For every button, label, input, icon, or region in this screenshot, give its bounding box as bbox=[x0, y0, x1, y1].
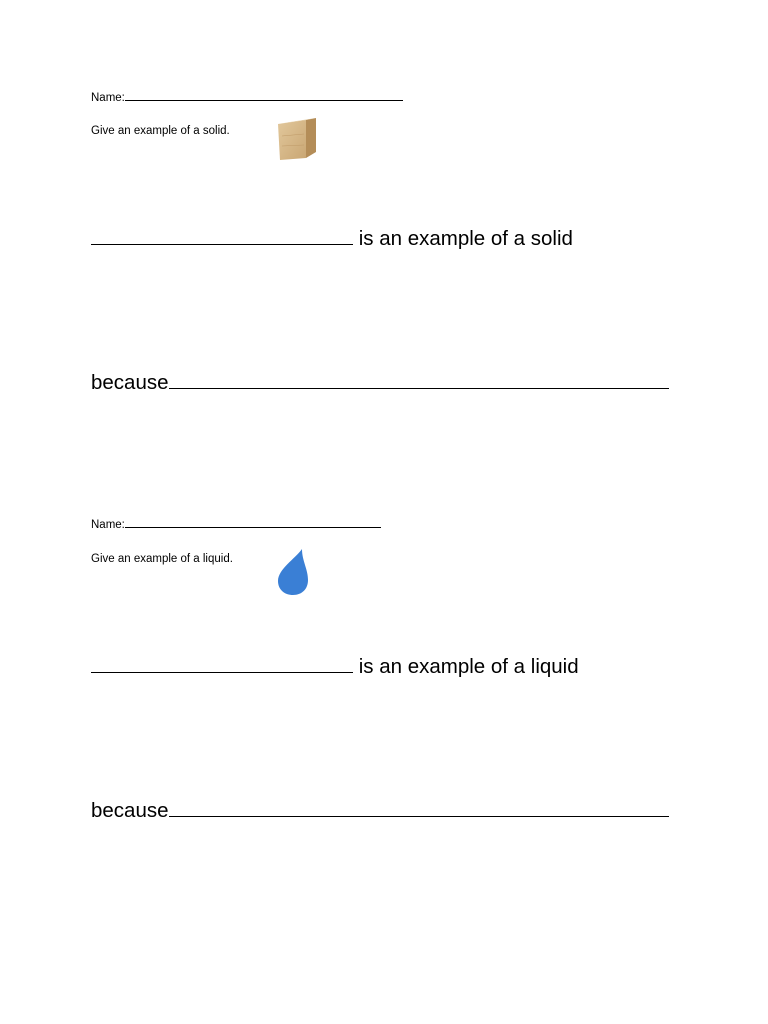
liquid-sentence-text: is an example of a liquid bbox=[353, 655, 579, 678]
liquid-name-label: Name: bbox=[91, 519, 125, 531]
solid-sentence-text: is an example of a solid bbox=[353, 227, 573, 250]
liquid-name-line bbox=[91, 519, 381, 531]
solid-name-line bbox=[91, 92, 403, 104]
solid-name-label: Name: bbox=[91, 92, 125, 104]
solid-example-blank[interactable] bbox=[91, 243, 353, 245]
liquid-because-line bbox=[91, 799, 669, 823]
solid-because-line bbox=[91, 371, 669, 395]
liquid-because-blank[interactable] bbox=[169, 815, 669, 817]
liquid-because-label: because bbox=[91, 799, 169, 822]
liquid-prompt: Give an example of a liquid. bbox=[91, 553, 233, 565]
liquid-sentence bbox=[91, 655, 579, 679]
solid-name-blank[interactable] bbox=[125, 99, 403, 101]
solid-sentence bbox=[91, 227, 573, 251]
solid-because-label: because bbox=[91, 371, 169, 394]
liquid-name-blank[interactable] bbox=[125, 526, 381, 528]
solid-because-blank[interactable] bbox=[169, 387, 669, 389]
solid-prompt: Give an example of a solid. bbox=[91, 125, 230, 137]
liquid-example-blank[interactable] bbox=[91, 671, 353, 673]
wooden-cube-icon bbox=[276, 116, 318, 165]
water-drop-icon bbox=[275, 547, 313, 602]
